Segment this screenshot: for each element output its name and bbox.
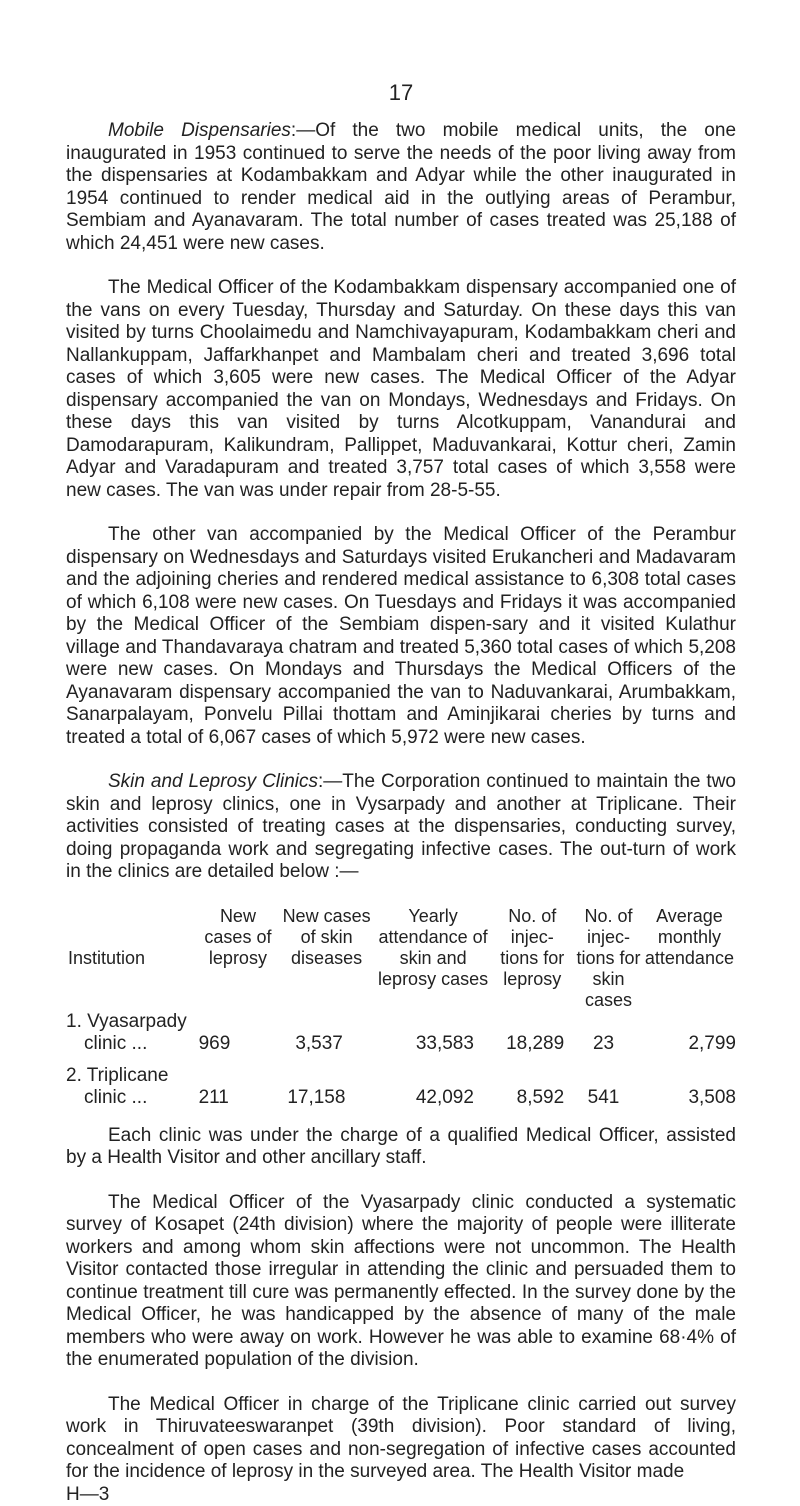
paragraph-perambur: The other van accompanied by the Medical Officer of the Perambur dispensary on Wednesdays and Saturdays visited Erukancheri and Madavaram and the adjoining cheries and rendered medical assistance to 6,308 total cases of which 6,108 were new cases. On Tuesdays and Fridays it was accompanied by the Medical Officer of the Sembiam dispen-sary and it visited Kulathur village and Thandavaraya chatram and treated 5,360 total cases of which 5,208 were new cases. On Mondays and Thursdays the Medical Officers of the Ayanavaram dispensary accompanied the van to Naduvankarai, Arumbakkam, Sanarpalayam, Ponvelu Pillai thottam and Aminjikarai cheries by turns and treated a total of 6,067 cases of which 5,972 were new cases. bbox=[66, 524, 736, 748]
cell-yearly-attendance: 42,092 bbox=[415, 1086, 474, 1108]
paragraph-clinic-staff: Each clinic was under the charge of a qualified Medical Officer, assisted by a Health Visitor and other ancillary staff. bbox=[66, 1124, 736, 1168]
section-title-skin-leprosy: Skin and Leprosy Clinics bbox=[108, 771, 319, 792]
header-new-leprosy: New cases of leprosy bbox=[204, 905, 272, 968]
paragraph-triplicane-survey: The Medical Officer in charge of the Triplicane clinic carried out survey work in Thiruvateeswaranpet (39th division). Poor standard of living, concealment of open cases and non-segregation of infective cases accounted for the incidence of leprosy in the surveyed area. The Health Visitor made bbox=[66, 1393, 736, 1482]
cell-injections-leprosy: 18,289 bbox=[506, 1032, 565, 1054]
cell-average-monthly: 2,799 bbox=[688, 1032, 736, 1054]
clinic-statistics-table bbox=[66, 906, 736, 1109]
institution-suffix: clinic ... bbox=[84, 1032, 148, 1054]
page-number: 17 bbox=[388, 80, 414, 105]
row-institution bbox=[66, 1011, 199, 1055]
header-injections-leprosy: No. of injec-tions for leprosy bbox=[500, 905, 565, 989]
header-new-skin: New cases of skin diseases bbox=[282, 905, 371, 968]
header-injections-skin: No. of injec-tions for skin cases bbox=[576, 905, 641, 1010]
cell-average-monthly: 3,508 bbox=[688, 1086, 736, 1108]
institution-suffix: clinic ... bbox=[84, 1086, 148, 1108]
table-header-row bbox=[66, 906, 736, 1011]
document-page bbox=[66, 0, 736, 1506]
table-row bbox=[66, 1011, 736, 1055]
page-signature: H—3 bbox=[66, 1483, 110, 1505]
section-title-mobile-dispensaries: Mobile Dispensaries bbox=[108, 120, 291, 141]
cell-new-skin: 3,537 bbox=[295, 1032, 343, 1054]
header-institution: Institution bbox=[68, 947, 146, 968]
header-yearly-attendance: Yearly attendance of skin and leprosy cases bbox=[378, 905, 489, 989]
table-row bbox=[66, 1065, 736, 1109]
cell-injections-leprosy: 8,592 bbox=[516, 1086, 565, 1108]
institution-name: 1. Vyasarpady bbox=[66, 1010, 187, 1032]
header-average-monthly: Average monthly attendance bbox=[644, 905, 734, 968]
cell-injections-skin: 23 bbox=[592, 1032, 615, 1054]
paragraph-body: :—The Corporation continued to maintain the two skin and leprosy clinics, one in Vysarpady and another at Triplicane. Their activities consisted of treating cases at the dispensaries, conducting survey, doing propaganda work and segregating infective cases. The out-turn of work in the clinics are detailed below :— bbox=[66, 771, 737, 882]
row-institution bbox=[66, 1065, 199, 1109]
cell-injections-skin: 541 bbox=[587, 1086, 620, 1108]
paragraph-vyasarpady-survey: The Medical Officer of the Vyasarpady clinic conducted a systematic survey of Kosapet (24th division) where the majority of people were illiterate workers and among whom skin affections were not uncommon. The Health Visitor contacted those irregular in attending the clinic and persuaded them to continue treatment till cure was permanently effected. In the survey done by the Medical Officer, he was handicapped by the absence of many of the male members who were away on work. However he was able to examine 68·4% of the enumerated population of the division. bbox=[66, 1191, 736, 1370]
cell-yearly-attendance: 33,583 bbox=[415, 1032, 474, 1054]
institution-name: 2. Triplicane bbox=[66, 1064, 169, 1086]
paragraph-mobile-dispensaries bbox=[66, 120, 736, 255]
cell-new-leprosy: 969 bbox=[198, 1032, 231, 1054]
paragraph-kodambakkam: The Medical Officer of the Kodambakkam dispensary accompanied one of the vans on every Tuesday, Thursday and Saturday. On these days this van visited by turns Choolaimedu and Namchivayapuram, Kodambakkam cheri and Nallankuppam, Jaffarkhanpet and Mambalam cheri and treated 3,696 total cases of which 3,605 were new cases. The Medical Officer of the Adyar dispensary accompanied the van on Mondays, Wednesdays and Fridays. On these days this van visited by turns Alcotkuppam, Vanandurai and Damodarapuram, Kalikundram, Pallippet, Maduvankarai, Kottur cheri, Zamin Adyar and Varadapuram and treated 3,757 total cases of which 3,558 were new cases. The van was under repair from 28-5-55. bbox=[66, 277, 736, 501]
cell-new-skin: 17,158 bbox=[287, 1086, 346, 1108]
cell-new-leprosy: 211 bbox=[198, 1086, 229, 1108]
paragraph-body: :—Of the two mobile medical units, the one inaugurated in 1953 continued to serve the needs of the poor living away from the dispensaries at Kodambakkam and Adyar while the other inaugurated in 1954 continued to render medical aid in the outlying areas of Perambur, Sembiam and Ayanavaram. The total number of cases treated was 25,188 of which 24,451 were new cases. bbox=[66, 120, 737, 254]
paragraph-skin-leprosy bbox=[66, 771, 736, 884]
